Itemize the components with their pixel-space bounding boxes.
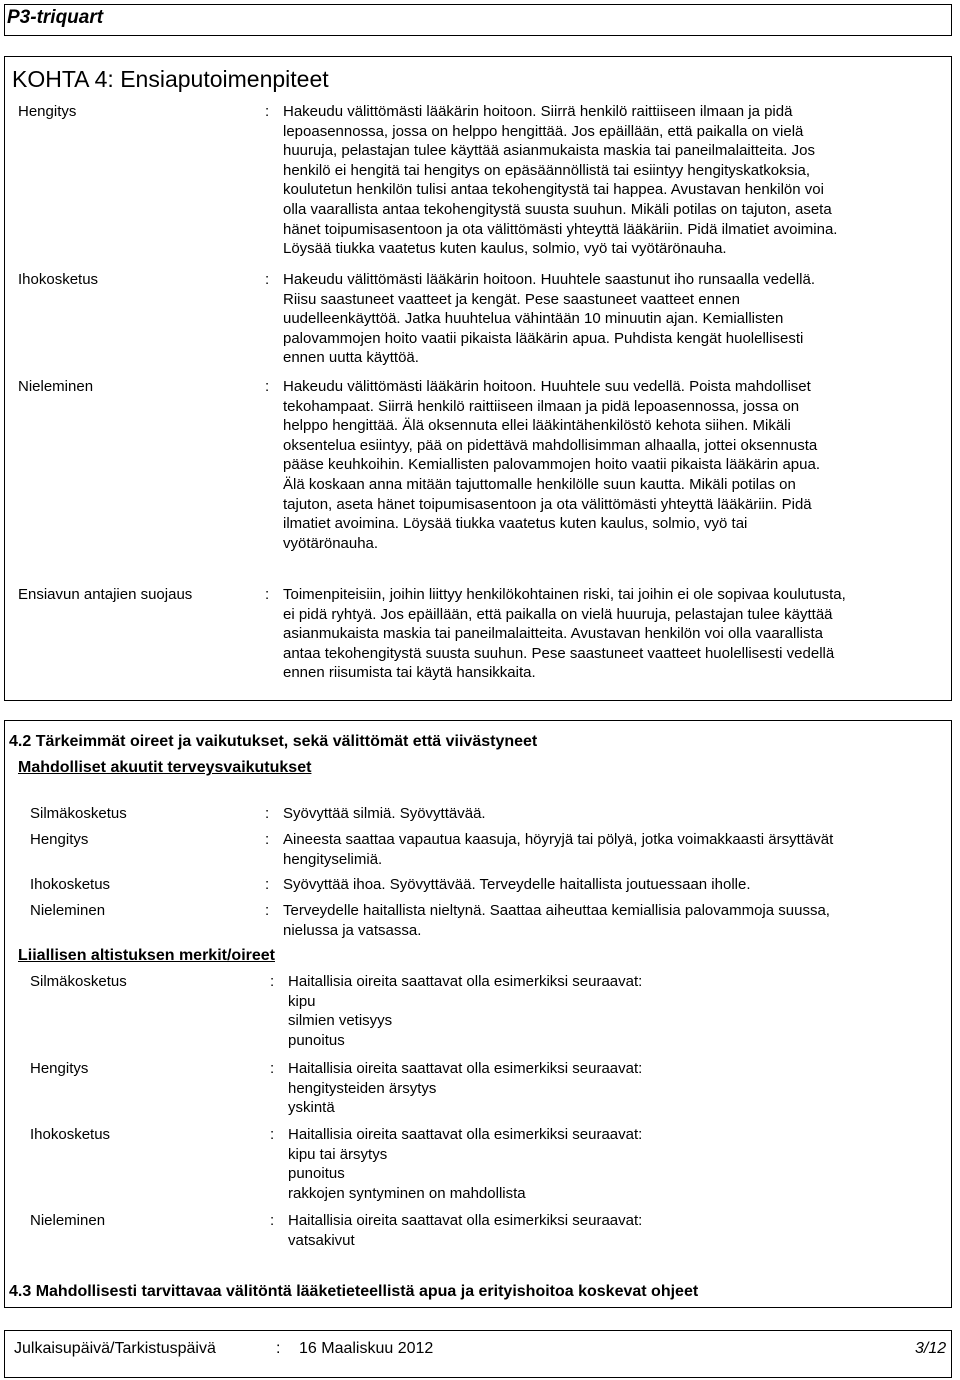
overexposure-text-ingestion: Haitallisia oireita saattavat olla esimerkiksi seuraavat: vatsakivut (288, 1212, 643, 1249)
colon: : (270, 1126, 275, 1143)
acute-text-eye: Syövyttää silmiä. Syövyttävää. (283, 805, 486, 822)
colon: : (265, 586, 270, 603)
document-title: P3-triquart (7, 7, 104, 28)
colon: : (265, 831, 270, 848)
first-aid-text-ingestion: Hakeudu välittömästi lääkärin hoitoon. Huuhtele suu vedellä. Poista mahdolliset tekohampaat. Siirrä henkilö raittiiseen ilmaan ja pidä lepoasennossa, jossa on helppo hengittää. Älä oksennuta ellei lääkintähenkilöstö kehota siihen. Mikäli oksentelua esiintyy, pää on pidettävä mahdollisimman alhaalla, jottei oksennusta pääse keuhkoihin. Kemiallisten palovammojen hoito vaatii pikaista lääkärin apua. Älä koskaan anna mitään tajuttomalle henkilölle suun kautta. Mikäli potilas on tajuton, aseta hänet toipumisasentoon ja ota välittömästi yhteyttä lääkäriin. Pidä ilmatiet avoimina. Löysää tiukka vaatetus kuten kaulus, solmio, vyö tai vyötärönauha. (283, 378, 820, 552)
first-aid-text-protection: Toimenpiteisiin, joihin liittyy henkilökohtainen riski, tai joihin ei ole sopivaa koulutusta, ei pidä ryhtyä. Jos epäillään, että paikalla on vielä huuruja, pelastajan tulee käyttää asianmukaista maskia tai paneilmalaitteita. Avustavan henkilön voi olla vaarallista antaa tekohengitystä suusta suuhun. Pese saastuneet vaatteet huolellisesti vedellä ennen riisumista tai käytä hansikkaita. (283, 586, 846, 682)
acute-text-inhalation: Aineesta saattaa vapautua kaasuja, höyryjä tai pölyä, jotka voimakkaasti ärsyttävät hengityselimiä. (283, 831, 834, 868)
first-aid-label-skin: Ihokosketus (18, 271, 99, 288)
first-aid-label-protection: Ensiavun antajien suojaus (18, 586, 193, 603)
acute-label-eye: Silmäkosketus (30, 805, 127, 822)
first-aid-label-inhalation: Hengitys (18, 103, 77, 120)
colon: : (270, 1060, 275, 1077)
overexposure-label-inhalation: Hengitys (30, 1060, 89, 1077)
colon: : (265, 103, 270, 120)
footer-date-value: 16 Maaliskuu 2012 (299, 1340, 434, 1357)
first-aid-text-skin: Hakeudu välittömästi lääkärin hoitoon. Huuhtele saastunut iho runsaalla vedellä. Riisu saastuneet vaatteet ja kengät. Pese saastuneet vaatteet ennen uudelleenkäyttöä. Jatka huuhtelua vähintään 10 minuutin ajan. Kemiallisten palovammojen hoito vaatii pikaista lääkärin apua. Puhdista kengät huolellisesti ennen uutta käyttöä. (283, 271, 815, 367)
header-box (4, 4, 952, 36)
overexposure-text-eye: Haitallisia oireita saattavat olla esimerkiksi seuraavat: kipu silmien vetisyys punoitus (288, 973, 643, 1049)
colon: : (270, 1212, 275, 1229)
page-number: 3/12 (915, 1340, 947, 1357)
acute-label-ingestion: Nieleminen (30, 902, 106, 919)
colon: : (265, 876, 270, 893)
overexposure-label-ingestion: Nieleminen (30, 1212, 106, 1229)
acute-label-skin: Ihokosketus (30, 876, 111, 893)
colon: : (265, 378, 270, 395)
section-4-2-title: 4.2 Tärkeimmät oireet ja vaikutukset, sekä välittömät että viivästyneet (9, 733, 538, 750)
colon: : (265, 805, 270, 822)
first-aid-text-inhalation: Hakeudu välittömästi lääkärin hoitoon. Siirrä henkilö raittiiseen ilmaan ja pidä lepoasennossa, jossa on helppo hengittää. Jos epäillään, että paikalla on vielä huuruja, pelastajan tulee käyttää asianmukaista maskia tai paneilmalaitteita. Jos henkilö ei hengitä tai hengitys on epäsäännöllistä tai esiintyy hengityskatkoksia, koulutetun henkilön tulisi antaa tekohengitystä tai happea. Avustavan henkilön voi olla vaarallista antaa tekohengitystä suusta suuhun. Mikäli potilas on tajuton, aseta hänet toipumisasentoon ja ota välittömästi yhteyttä lääkäriin. Pidä ilmatiet avoimina. Löysää tiukka vaatetus kuten kaulus, solmio, vyö tai vyötärönauha. (283, 103, 838, 258)
acute-effects-heading: Mahdolliset akuutit terveysvaikutukset (18, 759, 312, 776)
first-aid-label-ingestion: Nieleminen (18, 378, 94, 395)
section-4-3-title: 4.3 Mahdollisesti tarvittavaa välitöntä lääketieteellistä apua ja erityishoitoa koskevat ohjeet (9, 1283, 699, 1300)
colon: : (276, 1340, 281, 1357)
acute-text-skin: Syövyttää ihoa. Syövyttävää. Terveydelle haitallista joutuessaan iholle. (283, 876, 751, 893)
acute-label-inhalation: Hengitys (30, 831, 89, 848)
colon: : (270, 973, 275, 990)
acute-text-ingestion: Terveydelle haitallista nieltynä. Saattaa aiheuttaa kemiallisia palovammoja suussa, nielussa ja vatsassa. (283, 902, 830, 939)
overexposure-heading: Liiallisen altistuksen merkit/oireet (18, 947, 275, 964)
overexposure-label-eye: Silmäkosketus (30, 973, 127, 990)
overexposure-text-inhalation: Haitallisia oireita saattavat olla esimerkiksi seuraavat: hengitysteiden ärsytys yskintä (288, 1060, 643, 1117)
colon: : (265, 271, 270, 288)
overexposure-label-skin: Ihokosketus (30, 1126, 111, 1143)
section-4-title: KOHTA 4: Ensiaputoimenpiteet (12, 66, 329, 92)
footer-date-label: Julkaisupäivä/Tarkistuspäivä (14, 1340, 216, 1357)
colon: : (265, 902, 270, 919)
overexposure-text-skin: Haitallisia oireita saattavat olla esimerkiksi seuraavat: kipu tai ärsytys punoitus rakkojen syntyminen on mahdollista (288, 1126, 643, 1202)
